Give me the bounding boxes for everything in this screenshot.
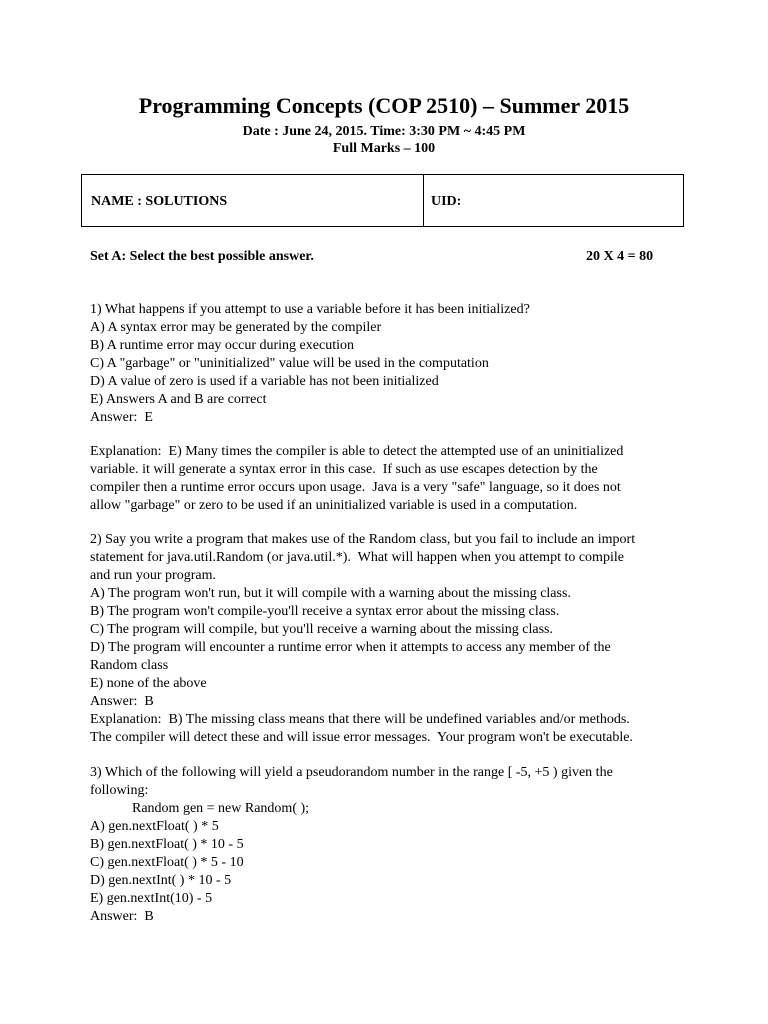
name-uid-box [81,174,684,227]
explanation-line: Explanation: B) The missing class means that there will be undefined variables and/or methods. [90,712,630,727]
question-text: statement for java.util.Random (or java.util.*). What will happen when you attempt to compile [90,550,624,565]
explanation-line: Explanation: E) Many times the compiler is able to detect the attempted use of an uninitialized [90,444,624,459]
question-text: following: [90,783,149,798]
option-e: E) Answers A and B are correct [90,392,267,407]
option-d: D) gen.nextInt( ) * 10 - 5 [90,873,232,888]
question-text: and run your program. [90,568,216,583]
explanation-line: The compiler will detect these and will issue error messages. Your program won't be executable. [90,730,633,745]
option-c: C) A "garbage" or "uninitialized" value will be used in the computation [90,356,489,371]
page-title: Programming Concepts (COP 2510) – Summer 2015 [138,93,630,118]
answer: Answer: B [90,694,154,709]
option-e: E) gen.nextInt(10) - 5 [90,891,213,906]
answer: Answer: B [90,909,154,924]
option-b: B) gen.nextFloat( ) * 10 - 5 [90,837,244,852]
question-1-explanation [90,443,623,515]
name-field: NAME : SOLUTIONS [91,194,228,209]
option-d: D) A value of zero is used if a variable has not been initialized [90,374,439,389]
question-text: 1) What happens if you attempt to use a variable before it has been initialized? [90,302,530,317]
question-1 [90,301,530,427]
explanation-line: allow "garbage" or zero to be used if an uninitialized variable is used in a computation. [90,498,578,513]
option-a: A) gen.nextFloat( ) * 5 [90,819,219,834]
option-a: A) A syntax error may be generated by the compiler [90,320,382,335]
question-2 [90,531,635,747]
option-a: A) The program won't run, but it will compile with a warning about the missing class. [90,586,571,601]
explanation-line: compiler then a runtime error occurs upon usage. Java is a very "safe" language, so it does not [90,480,621,495]
option-d: D) The program will encounter a runtime error when it attempts to access any member of the [90,640,611,655]
section-score: 20 X 4 = 80 [586,249,654,264]
exam-date-time: Date : June 24, 2015. Time: 3:30 PM ~ 4:45 PM [242,124,526,139]
option-e: E) none of the above [90,676,207,691]
option-b: B) The program won't compile-you'll receive a syntax error about the missing class. [90,604,560,619]
question-text: 3) Which of the following will yield a pseudorandom number in the range [ -5, +5 ) given the [90,765,613,780]
option-d-continued: Random class [90,658,169,673]
explanation-line: variable. it will generate a syntax error in this case. If such as use escapes detection by the [90,462,598,477]
answer: Answer: E [90,410,153,425]
uid-field: UID: [431,194,462,209]
question-3 [90,764,613,926]
full-marks: Full Marks – 100 [332,141,436,156]
option-b: B) A runtime error may occur during execution [90,338,354,353]
question-text: 2) Say you write a program that makes use of the Random class, but you fail to include an import [90,532,636,547]
code-line: Random gen = new Random( ); [90,801,310,816]
box-divider [423,175,424,226]
option-c: C) gen.nextFloat( ) * 5 - 10 [90,855,244,870]
option-c: C) The program will compile, but you'll receive a warning about the missing class. [90,622,553,637]
section-title: Set A: Select the best possible answer. [90,249,314,264]
